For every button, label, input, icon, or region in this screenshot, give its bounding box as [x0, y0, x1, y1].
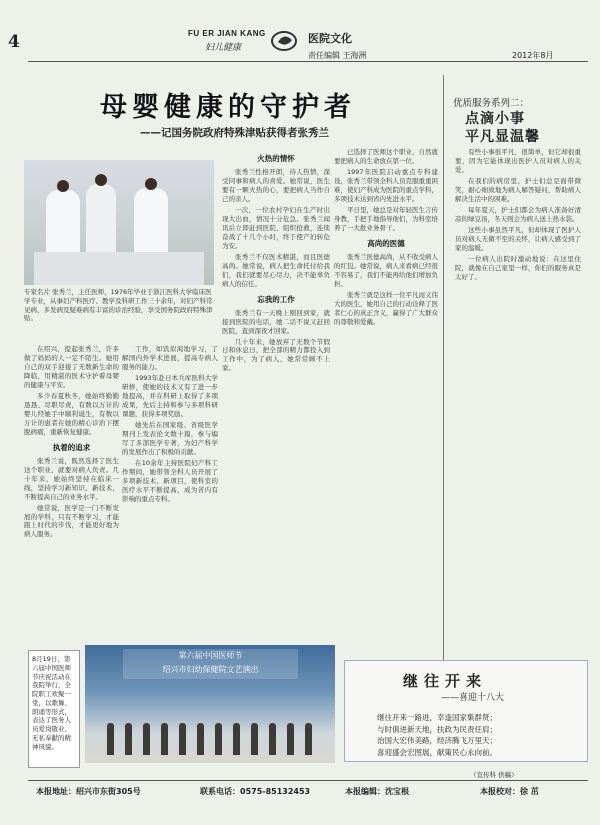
responsible-editor: 责任编辑 王海洲 [308, 51, 367, 60]
section-heading: 执着的追求 [52, 442, 91, 452]
performer-figure [161, 723, 168, 755]
poem-line: 与时俱进新天地，扶政为民责任肩； [377, 724, 497, 734]
photo-figure-head [57, 180, 69, 192]
poem-line: 喜迎盛会宏图展，献策民心永向前。 [377, 747, 497, 757]
publication-logo-icon [270, 30, 302, 52]
performer-figure [251, 723, 258, 755]
stage-banner [123, 649, 298, 679]
paragraph: 在我们的病房里，护士们总是面带微笑，耐心细致地为病人解答疑问，帮助病人解决生活中的困难。 [455, 176, 581, 203]
paragraph: 张秀兰有一天晚上刚回到家，就接到医院的电话，她二话不说又赶回医院，直到深夜才回家。 [222, 308, 330, 335]
page-number: 4 [8, 32, 20, 52]
performer-figure [215, 723, 222, 755]
paragraph: 一位病人出院时激动地说：在这里住院，就像在自己家里一样，你们的服务真是太好了。 [455, 254, 581, 281]
event-notice: 8月19日，第六届中国医师节庆祝活动在我院举行，全院职工欢聚一堂，以歌舞、朗诵等形式，表达了医务人员爱岗敬业、无私奉献的精神风貌。 [28, 650, 80, 768]
header-divider [28, 61, 588, 62]
page-header [0, 0, 600, 66]
section-heading: 高尚的医德 [367, 238, 405, 248]
sidebar-series-label: 优质服务系列二： [453, 98, 530, 109]
paragraph: 在绍兴，提起张秀兰，许多做了妈妈的人一定不陌生。她用自己的双手迎接了无数新生命的降临，用精湛的医术守护着母婴的健康与平安。 [24, 345, 119, 389]
publication-pinyin: FU ER JIAN KANG [188, 29, 266, 38]
paragraph: 张秀兰不仅医术精湛，而且医德高尚。她常说，病人把生命托付给我们，我们就要尽心尽力，决不能辜负病人的信任。 [222, 252, 330, 288]
performer-figure [179, 723, 186, 755]
stage-banner-line: 绍兴市妇幼保健院文艺演出 [162, 665, 259, 674]
paragraph: 张秀兰医德高尚，从不收受病人的红包。她常说，病人来看病已经很不容易了，我们不能再给他们增加负担。 [334, 252, 438, 288]
article-title: 母婴健康的守护者 [100, 92, 356, 123]
performer-figure [197, 723, 204, 755]
paragraph: 每年夏天，护士们都会为病人准备好清凉的绿豆汤，冬天则会为病人送上热水袋。 [455, 205, 581, 223]
issue-date: 2012年8月 [512, 51, 554, 60]
photo-caption: 专家名片 张秀兰，主任医师，1976年毕业于浙江医科大学临床医学专业，从事妇产科医疗、教学及科研工作三十余年，对妇产科常见病、多发病及疑难病有丰富的诊治经验，享受国务院政府特殊津贴。 [24, 288, 213, 323]
article-column-4 [334, 148, 438, 638]
performer-figure [233, 723, 240, 755]
article-column-2 [122, 345, 218, 635]
poem-author: （宣传科 供稿） [470, 771, 518, 779]
paragraph: 她常说，医学是一门不断发展的学科，只有不断学习，才能跟上时代的步伐，才能更好地为病人服务。 [24, 503, 119, 539]
sidebar-divider [443, 75, 444, 755]
paragraph: 张秀兰就是这样一位平凡而又伟大的医生，她用自己的行动诠释了医者仁心的真正含义，赢得了广大群众的尊敬和爱戴。 [334, 290, 438, 326]
article-column-3 [222, 148, 330, 638]
section-heading: 火热的情怀 [257, 154, 295, 163]
stage-photo [85, 645, 335, 763]
paragraph: 平日里，她总是对年轻医生言传身教，手把手地指导他们，为科室培养了一大批业务骨干。 [334, 205, 438, 232]
sidebar-body [455, 148, 581, 628]
paragraph: 这些小事虽然平凡，但却体现了医护人员对病人无微不至的关怀，让病人感受到了家的温暖。 [455, 225, 581, 252]
poem-title: 继往开来 [403, 672, 488, 690]
photo-figure-head [145, 178, 157, 190]
performer-figure [143, 723, 150, 755]
footer-address: 本报地址：绍兴市东街305号 [36, 787, 141, 796]
paragraph: 几十年来，她放弃了无数个节假日和休息日，把全部的精力都投入到工作中，为了病人，她常常顾不上家。 [222, 337, 330, 373]
poem-subtitle: ——喜迎十八大 [441, 693, 505, 703]
poem-line: 继往开来一路进，幸逢国家集群贤； [377, 713, 497, 722]
paragraph: 已选择了医师这个职业，自然就要把病人的生命放在第一位。 [334, 148, 438, 165]
photo-desk [34, 252, 204, 285]
article-subtitle: ——记国务院政府特殊津贴获得者张秀兰 [140, 127, 329, 139]
paragraph: 在10余年主持医院妇产科工作期间，她带领全科人员开展了多项新技术、新项目，使科室的医疗水平不断提高，成为省内有影响的重点专科。 [122, 458, 218, 503]
article-column-1 [24, 345, 119, 635]
paragraph: 有些小事很平凡，很简单，但它却很重要，因为它能体现出医护人员对病人的关爱。 [455, 148, 581, 174]
paragraph: 工作，如饥似渴地学习，了解国内外学术进展，提高专病人服务的能力。 [122, 345, 218, 371]
section-heading: 忘我的工作 [257, 294, 295, 304]
stage-banner-line: 第六届中国医师节 [178, 651, 243, 660]
paragraph: 1993年赴日本兵库医科大学研修，使她的技术又有了进一步地提高，并在科研上取得了多项成果，先后主持和参与多项科研课题，获得多项奖励。 [122, 373, 218, 418]
performer-figure [305, 723, 312, 755]
photo-figure-head [95, 174, 107, 186]
sidebar-title-line2: 平凡显温馨 [465, 129, 540, 145]
article-photo [24, 160, 214, 285]
paragraph: 张秀兰说，既然选择了医生这个职业，就要对病人负责。几十年来，她始终坚持在临床一线，坚持学习新知识、新技术，不断提高自己的业务水平。 [24, 456, 119, 501]
paragraph: 多少春夏秋冬，她始终勤勤恳恳、尽职尽责，有数以万计的婴儿经她手中顺利诞生，有数以万计的患者在她的精心诊治下摆脱病痛，重新恢复健康。 [24, 391, 119, 436]
publication-name: 妇儿健康 [205, 43, 242, 53]
performer-figure [269, 723, 276, 755]
performer-figure [107, 723, 114, 755]
paragraph: 1997年医院启动重点专科建设，张秀兰带领全科人员克服重重困难，使妇产科成为医院的重点学科，多项技术达到省内先进水平。 [334, 167, 438, 203]
footer-proofreader: 本报校对：徐 茁 [480, 787, 539, 796]
sidebar-title: 点滴小事 [465, 111, 525, 127]
poem-line: 治国大宏伟美路，经济腾飞万里天； [377, 736, 497, 746]
paragraph: 张秀兰性格开朗，待人热情，深受同事和病人的喜爱。她常说，医生要有一颗火热的心，要把病人当作自己的亲人。 [222, 168, 330, 203]
poem-body [377, 712, 582, 759]
footer-phone: 联系电话：0575-85132453 [200, 787, 311, 796]
footer-editor: 本报编辑：沈宝根 [345, 787, 409, 796]
paragraph: 她先后在国家级、省级医学期刊上发表论文数十篇，参与编写了多部医学专著，为妇产科学的发展作出了积极的贡献。 [122, 420, 218, 456]
section-name: 医院文化 [308, 32, 352, 45]
performer-figure [287, 723, 294, 755]
performer-figure [125, 723, 132, 755]
paragraph: 一次，一位农村孕妇在生产时出现大出血，情况十分危急。张秀兰闻讯后立即赶到医院，组织抢救，连续奋战了十几个小时，终于使产妇转危为安。 [222, 205, 330, 250]
footer-divider [28, 780, 588, 781]
